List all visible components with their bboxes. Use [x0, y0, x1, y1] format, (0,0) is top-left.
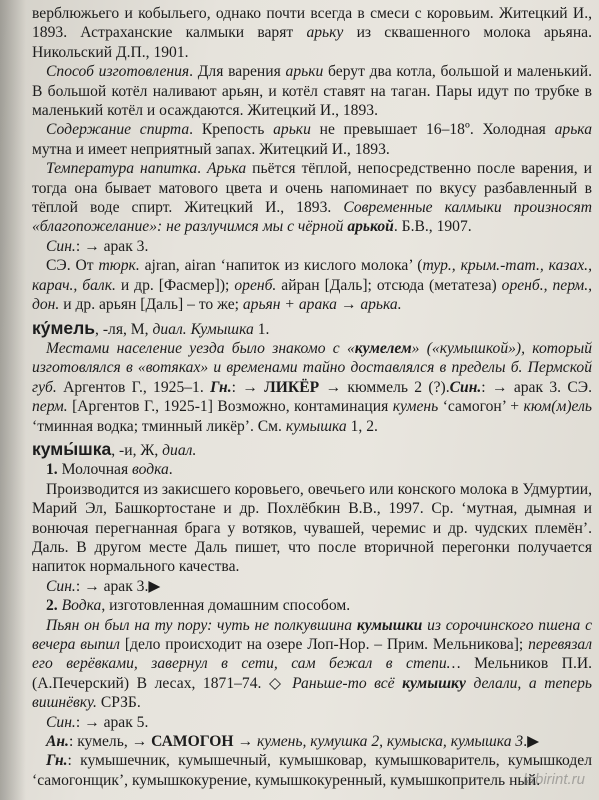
text: Мельников П.И. (А.Печерский) В лесах, 1871–74. ◇ [32, 655, 593, 692]
text: . [168, 461, 173, 479]
text: Молочная [61, 461, 129, 479]
sense-2-quote [32, 616, 592, 713]
text: из сквашенного молока арьяна. Никольский Д.П., 1901. [32, 24, 593, 61]
label: Син. [46, 577, 76, 595]
label: Син. [46, 237, 76, 255]
text: . [197, 160, 202, 178]
subheading: Способ изготовления [46, 63, 190, 81]
sense-1-synonym [32, 577, 592, 596]
watermark-logo: labirint.ru [523, 771, 585, 788]
entry-kumyshka [32, 440, 592, 460]
text: и др. арьян [Даль] – то же; [63, 296, 239, 314]
sense-1-text [32, 480, 592, 577]
italic-term: арьку [306, 24, 344, 42]
quote: Местами население уезда было знакомо с « [46, 339, 355, 357]
italic-term: перм. [32, 398, 68, 416]
grammar: , -ля, М, [95, 320, 149, 338]
nest-line [32, 751, 592, 790]
italic-term: кумень [392, 398, 439, 416]
text: : → арак 3.▶ [75, 577, 161, 595]
text: [дело происходит на озере Лоп-Нор. – Прим. Мельникова]; [124, 636, 524, 653]
italic-term: водка [132, 461, 169, 479]
entry-kumel [32, 319, 592, 339]
text: СРЗБ. [100, 694, 141, 712]
dictionary-text [32, 4, 592, 790]
text: → [237, 733, 254, 751]
text: . Для варения [189, 63, 281, 81]
label: СЭ. [567, 378, 592, 396]
text: и др. [Фасмер]); [120, 276, 230, 294]
quote: перевязал его верёвками, завернул в сети, сам бежал в степи… [32, 636, 593, 673]
quote: Раньше-то всё [292, 674, 395, 692]
quote: из сорочинского пшена с вечера выпил [32, 616, 592, 653]
text: : кумышечник, кумышечный, кумышковар, кумышковаритель, кумышкодел ‘самогонщик’, кумышкокурение, кумышкокуренный, кумышкопритель ный. [32, 752, 592, 789]
text: . Крепость [189, 121, 265, 139]
text: мутна и имеет неприятный запах. Житецкий И., 1893. [32, 140, 390, 158]
label: СЭ. [46, 257, 71, 275]
text: Аргентов Г., 1925–1. [63, 378, 204, 396]
text: верблюжьего и кобыльего, однако почти всегда в смеси с коровьим. Житецкий И., 1893. Астраханские калмыки варят [32, 5, 592, 42]
label: диал. [162, 441, 197, 459]
italic-term: кумышка [285, 417, 347, 435]
paragraph-temperature [32, 159, 592, 237]
italic-term: арьки [273, 121, 311, 139]
paragraph-alcohol [32, 120, 592, 159]
text: : → [231, 378, 258, 396]
text: : → арак 5. [75, 713, 149, 731]
italic-term: Арька [207, 160, 247, 178]
bold-term: кумышку [402, 674, 466, 692]
bold-term: кумышки [356, 616, 423, 634]
page-gutter-shadow [0, 0, 26, 800]
etymology-arka [32, 256, 592, 314]
text: : → арак 3. [75, 237, 149, 255]
text: берут два котла, большой и маленький. В большой котёл наливают арьян, и котёл ставят на таган. Пары идут по трубке в маленький котёл и осаждаются. Житецкий И., 1893. [32, 63, 592, 120]
sense-2 [32, 596, 592, 615]
text: ‘самогон’ + [442, 398, 520, 416]
text: : кумель, → [68, 733, 148, 751]
sense-number: 2. [46, 597, 58, 615]
sense-1 [32, 460, 592, 479]
text: 1. [257, 320, 270, 338]
italic-term: оренб. [234, 276, 277, 294]
label: Гн. [46, 752, 68, 770]
quote: делали, а теперь вишнёвку. [32, 674, 592, 712]
text: : → арак 3. [481, 378, 562, 396]
text: айран [Даль]; отсюда (метатеза) [281, 276, 497, 294]
text: [Аргентов Г., 1925-1] Возможно, контаминация [72, 398, 389, 416]
synonym-line [32, 237, 592, 256]
text: . Б.В., 1907. [393, 218, 472, 236]
subheading: Содержание спирта [46, 121, 190, 139]
headword: кумы́шка [32, 438, 112, 459]
italic-term: арьян + арака → арька. [242, 296, 402, 314]
sense-2-synonym [32, 713, 592, 732]
bold-term: ЛИКЁР [264, 378, 320, 396]
text: → кюммель 2 (?). [325, 378, 450, 396]
italic-term: кюм(м)ель [523, 398, 592, 416]
label: Ан. [46, 733, 69, 751]
italic-term: тур., крым.-тат., казах., карач., балк. [32, 257, 592, 294]
italic-term: кумень, кумушка 2, кумыска, кумышка 3 [256, 733, 524, 751]
italic-term: тюрк. [98, 257, 140, 275]
paragraph-method [32, 62, 592, 120]
label: Син. [46, 713, 76, 731]
bold-term: САМОГОН [151, 733, 234, 751]
label: диал. [152, 320, 187, 338]
quote: » («кумышкой»), который изготовлялся в «вотяках» и временами тайно доставлялся в пределы б. Пермской губ. [32, 339, 592, 396]
text: Производится из закисшего коровьего, овечьего или конского молока в Удмуртии, Марий Эл, Башкортостане и др. Похлёбкин В.В., 1997. Ср. ‘мутная, дымная и вонючая перегнанная брага у вотяков, чувашей, черемис и др. чудских племён’. Даль. В другом месте Даль пишет, что после вторичной перегонки получается напиток нормального качества. [32, 480, 592, 576]
italic-term: оренб., перм., дон. [32, 276, 592, 314]
italic-term: арьки [285, 63, 324, 81]
bold-term: кумелем [354, 339, 412, 357]
paragraph-astrakhan [32, 4, 592, 62]
bold-term: арькой [347, 218, 394, 236]
italic-term: арька [554, 121, 593, 139]
reference: Кумышка [190, 320, 254, 338]
text: не превышает 16–18º. Холодная [319, 121, 546, 139]
text: , изготовленная домашним способом. [101, 597, 351, 615]
grammar: , -и, Ж, [111, 441, 159, 459]
text: ‘тминная водка; тминный ликёр’. См. [32, 417, 282, 435]
label: Син. [449, 378, 482, 396]
text: ajran, airan ‘напиток из кислого молока’ ( [144, 257, 423, 275]
analog-line [32, 732, 592, 751]
headword: ку́мель [32, 317, 96, 338]
label: Гн. [210, 378, 232, 396]
entry-kumel-body [32, 339, 592, 436]
subheading: Температура напитка [46, 160, 198, 178]
italic-term: Водка [61, 597, 102, 615]
quote: Пьян он был на ту пору: чуть не полкувшина [46, 616, 353, 634]
text: пьётся тёплой, непосредственно после варения, и тогда она бывает матового цвета и очень напоминает по вкусу разбавленный в тёплой воде спирт. Житецкий И., 1893. [32, 160, 592, 217]
text: 1, 2. [350, 417, 378, 435]
sense-number: 1. [46, 461, 58, 479]
text: От [75, 257, 94, 275]
text: .▶ [523, 733, 540, 751]
quote: Современные калмыки произносят «благопожелание»: не разлучимся мы с чёрной [32, 199, 592, 236]
